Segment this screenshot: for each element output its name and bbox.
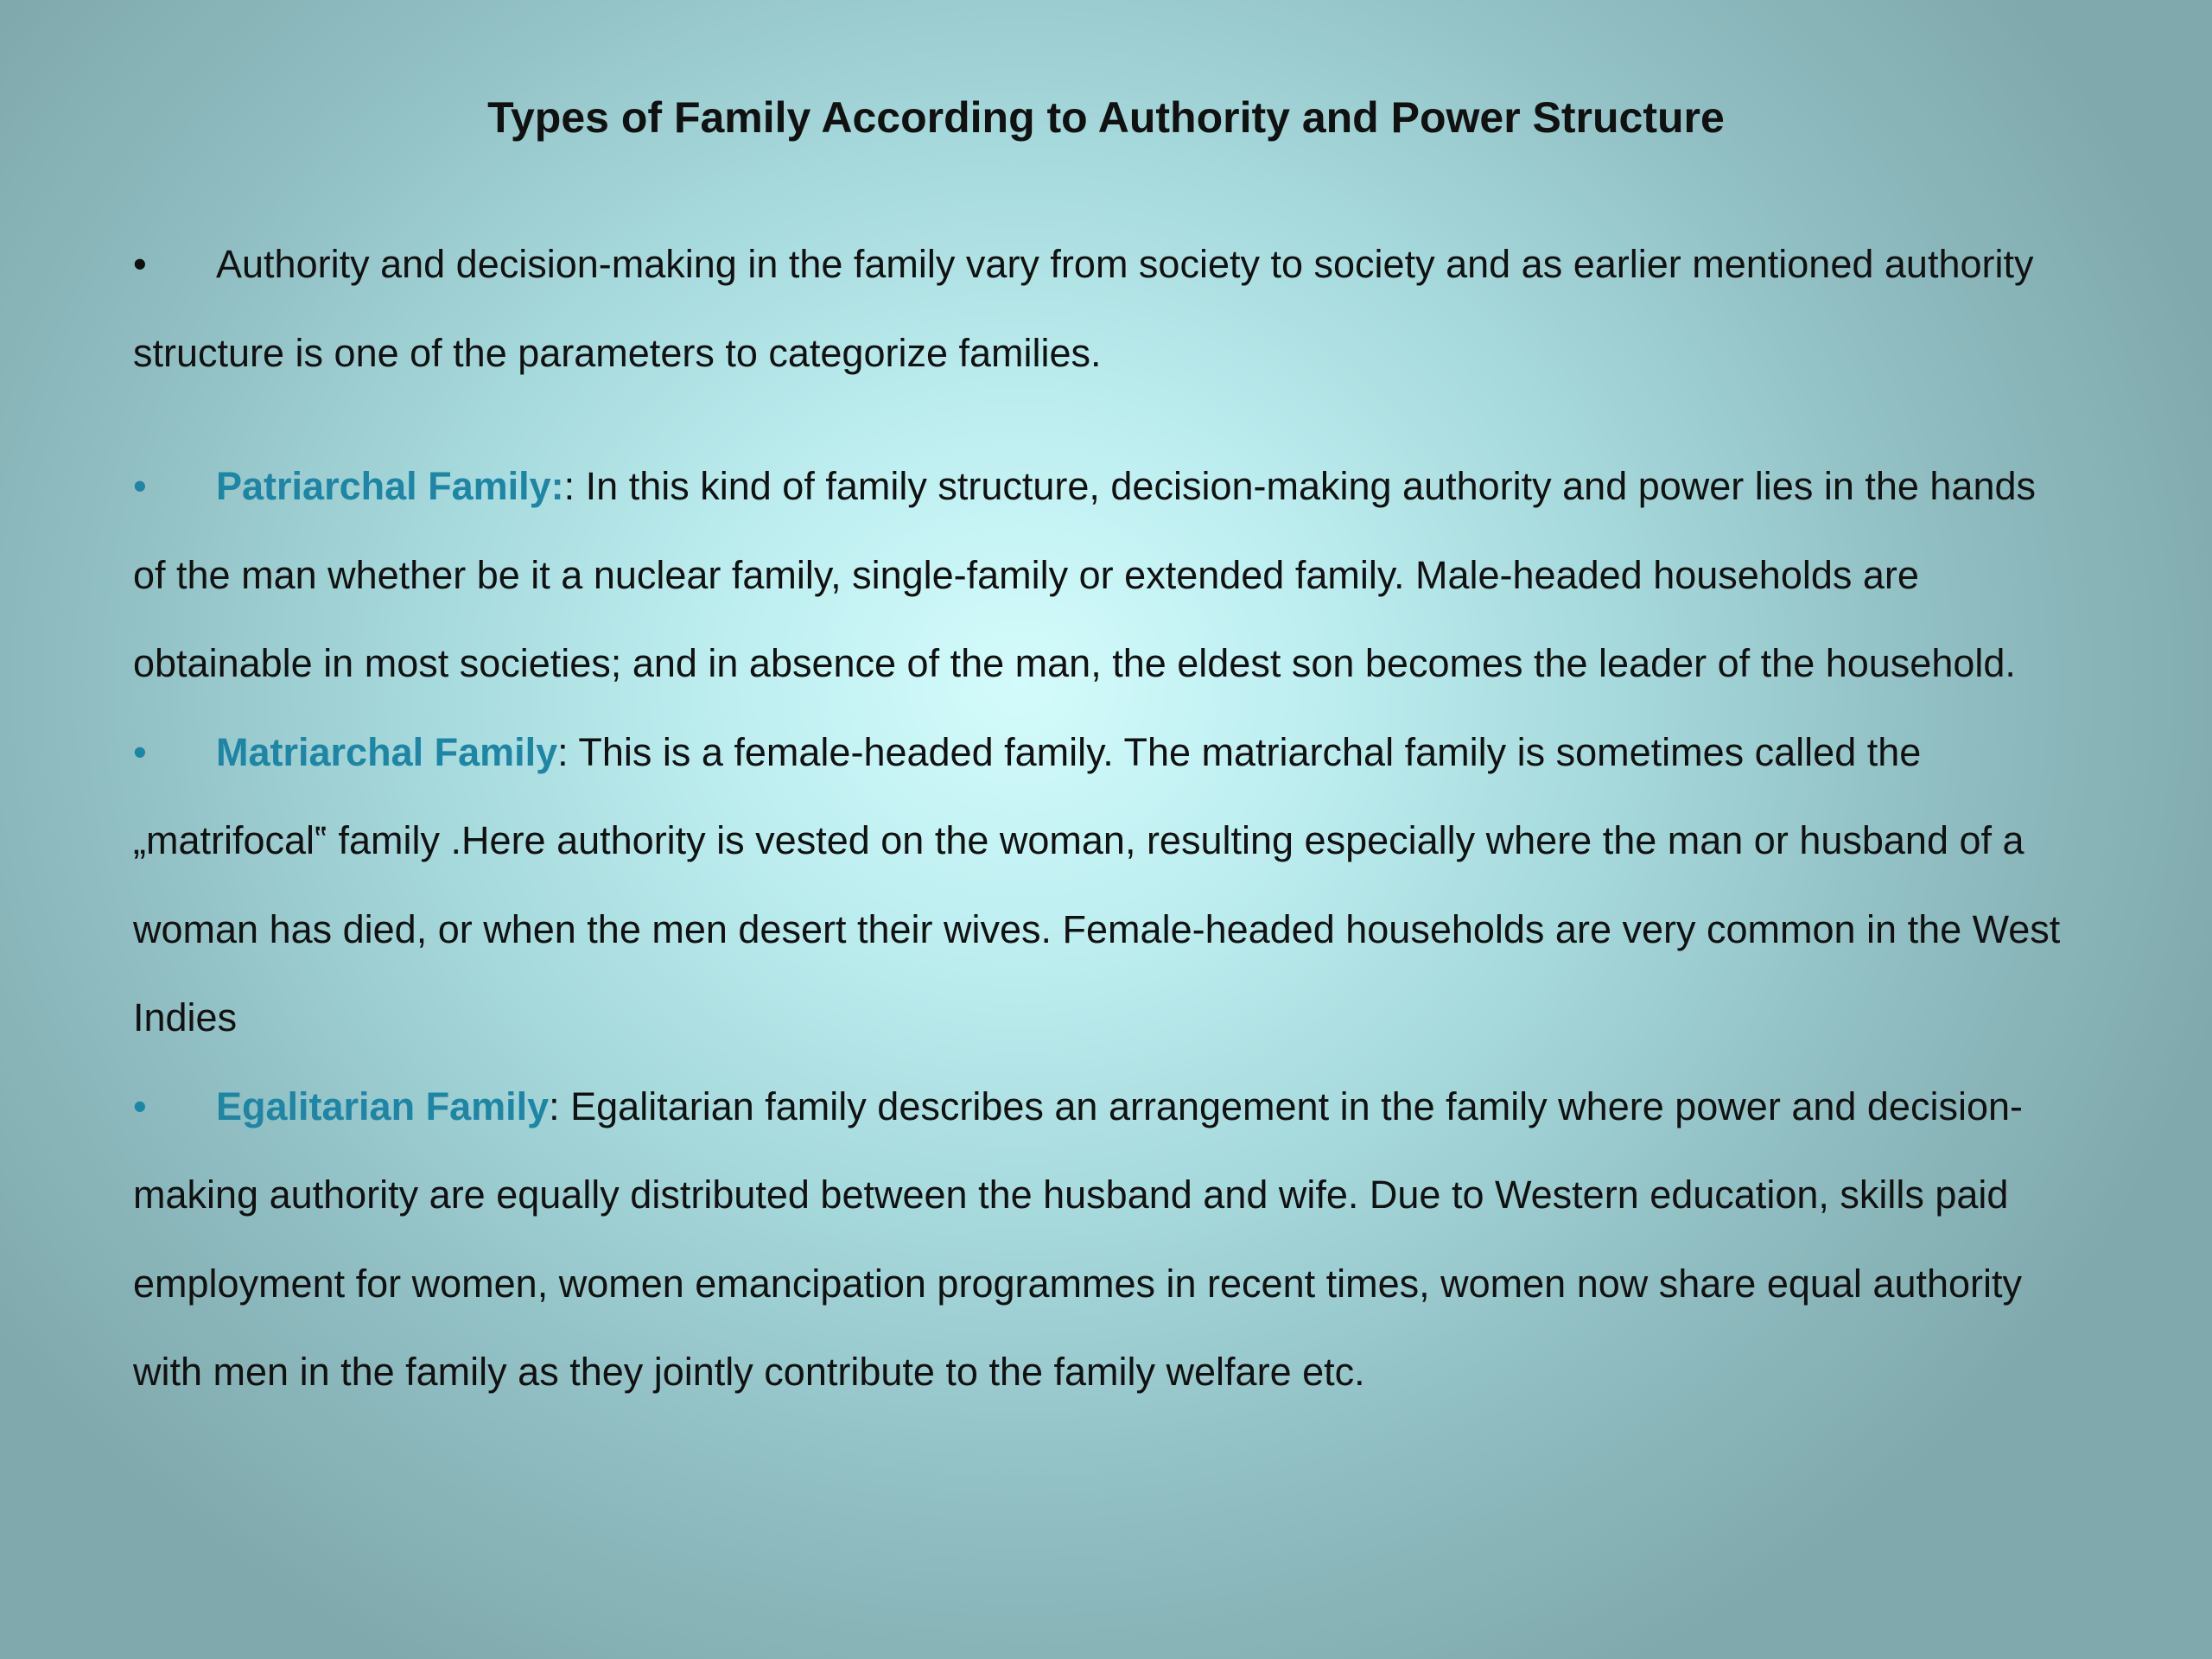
matriarchal-term: Matriarchal Family — [216, 729, 558, 774]
egalitarian-term: Egalitarian Family — [216, 1084, 550, 1128]
matriarchal-text: : This is a female-headed family. The matriarchal family is sometimes called the „matrifocal‟ family .Here authority is vested on the woman, resulting especially where the man or husband of a woman has died, or when the men desert their wives. Female-headed households are very common in the West Indies — [133, 729, 2061, 1039]
egalitarian-text: : Egalitarian family describes an arrangement in the family where power and decision-making authority are equally distributed between the husband and wife. Due to Western education, skills paid employment for women, women emancipation programmes in recent times, women now share equal authority with men in the family as they jointly contribute to the family welfare etc. — [133, 1084, 2023, 1394]
slide-content — [133, 220, 2069, 1417]
intro-paragraph — [133, 220, 2069, 397]
bullet-icon: • — [133, 1084, 147, 1128]
patriarchal-paragraph — [133, 442, 2069, 709]
patriarchal-term: Patriarchal Family: — [216, 464, 564, 508]
egalitarian-paragraph — [133, 1063, 2069, 1417]
matriarchal-paragraph — [133, 709, 2069, 1063]
bullet-icon: • — [133, 729, 147, 774]
bullet-icon: • — [133, 242, 147, 286]
bullet-icon: • — [133, 464, 147, 508]
patriarchal-text: : In this kind of family structure, decision-making authority and power lies in the hands of the man whether be it a nuclear family, single-family or extended family. Male-headed households are obtainable in most societies; and in absence of the man, the eldest son becomes the leader of the household. — [133, 464, 2037, 685]
intro-text: Authority and decision-making in the family vary from society to society and as earlier mentioned authority structure is one of the parameters to categorize families. — [133, 242, 2034, 375]
slide-title: Types of Family According to Authority and Power Structure — [487, 93, 1725, 142]
